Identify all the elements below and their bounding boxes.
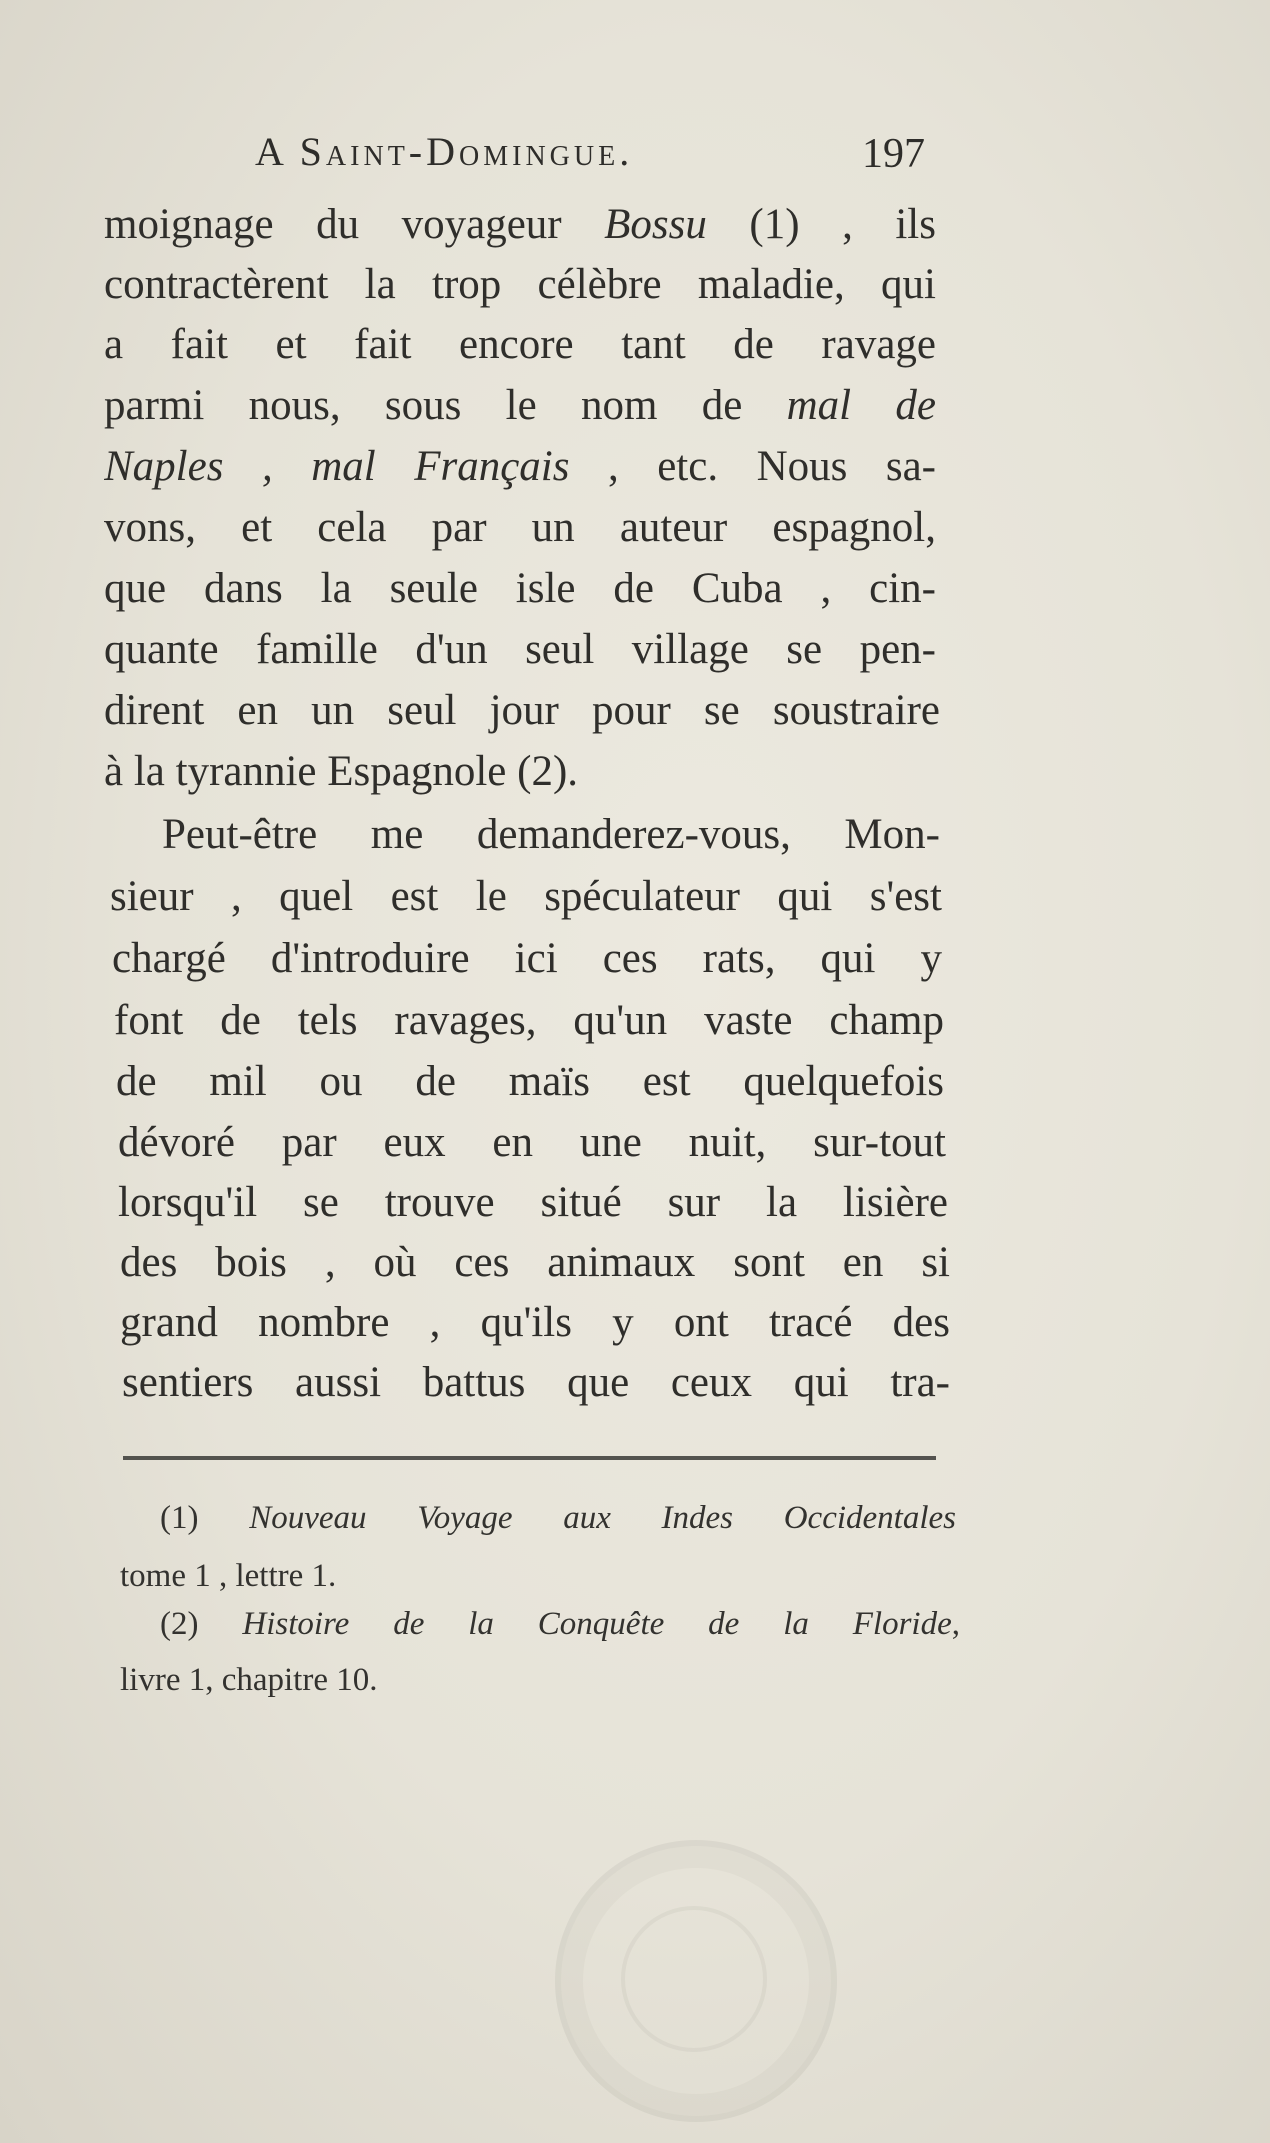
text-line: sentiers aussi battus que ceux qui tra- [122,1359,950,1406]
text-line: vons, et cela par un auteur espagnol, [104,504,936,551]
text-line: contractèrent la trop célèbre maladie, qui [104,261,936,308]
footnote-divider [123,1456,936,1460]
text-line: quante famille d'un seul village se pen- [104,626,936,673]
footnote-line: (2) Histoire de la Conquête de la Floride, [160,1606,960,1642]
text-line-paragraph-start: Peut-être me demanderez-vous, Mon- [162,811,940,858]
text-line: parmi nous, sous le nom de mal de [104,382,936,429]
footnote-line: tome 1 , lettre 1. [120,1558,337,1594]
text-line: dévoré par eux en une nuit, sur-tout [118,1119,946,1166]
text-line: grand nombre , qu'ils y ont tracé des [120,1299,950,1346]
page-number: 197 [862,131,925,177]
text-line: lorsqu'il se trouve situé sur la lisière [118,1179,948,1226]
running-head: A Saint-Domingue. [255,129,634,174]
text-line: chargé d'introduire ici ces rats, qui y [112,935,942,982]
text-line: a fait et fait encore tant de ravage [104,321,936,368]
text-line: font de tels ravages, qu'un vaste champ [114,997,944,1044]
footnote-line: (1) Nouveau Voyage aux Indes Occidentales [160,1500,956,1536]
text-line: dirent en un seul jour pour se soustraire [104,687,940,734]
text-line: des bois , où ces animaux sont en si [120,1239,950,1286]
text-line: que dans la seule isle de Cuba , cin- [104,565,936,612]
text-line: Naples , mal Français , etc. Nous sa- [104,443,936,490]
footnote-line: livre 1, chapitre 10. [120,1662,378,1698]
text-line: sieur , quel est le spéculateur qui s'est [110,873,942,920]
text-line: de mil ou de maïs est quelquefois [116,1058,944,1105]
text-line: moignage du voyageur Bossu (1) , ils [104,201,936,248]
text-line: à la tyrannie Espagnole (2). [104,748,579,795]
